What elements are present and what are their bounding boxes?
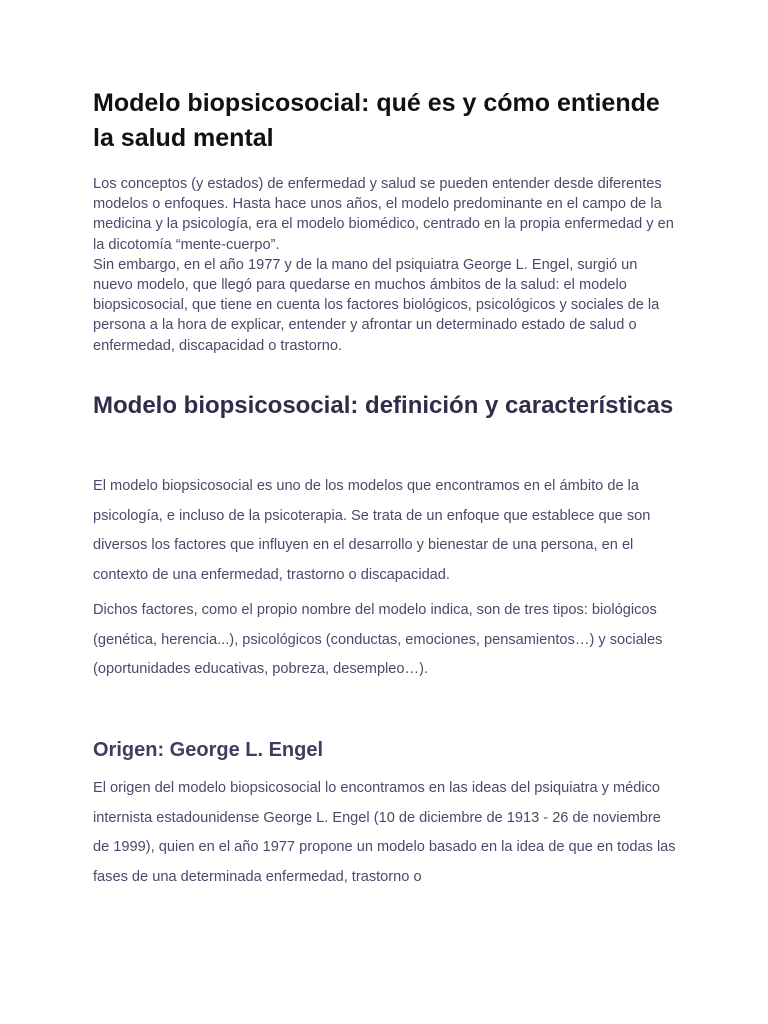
intro-paragraph-2: Sin embargo, en el año 1977 y de la mano del psiquiatra George L. Engel, surgió un nuevo modelo, que llegó para quedarse en muchos ámbitos de la salud: el modelo biopsicosocial, que tiene en cuenta los factores biológicos, psicológicos y sociales de la persona a la hora de explicar, entender y afrontar un determinado estado de salud o enfermedad, discapacidad o trastorno.: [93, 256, 660, 354]
section-paragraph-1: El modelo biopsicosocial es uno de los modelos que encontramos en el ámbito de la psicología, e incluso de la psicoterapia. Se trata de un enfoque que establece que son diversos los factores que influyen en el desarrollo y bienestar de una persona, en el contexto de una enfermedad, trastorno o discapacidad.: [93, 478, 651, 583]
origin-paragraph: El origen del modelo biopsicosocial lo encontramos en las ideas del psiquiatra y médico internista estadounidense George L. Engel (10 de diciembre de 1913 - 26 de noviembre de 1999), quien en el año 1977 propone un modelo basado en la idea de que en todas las fases de una determinada enfermedad, trastorno o: [93, 780, 676, 885]
section-paragraph-2: Dichos factores, como el propio nombre del modelo indica, son de tres tipos: biológicos (genética, herencia...), psicológicos (conductas, emociones, pensamientos…) y sociales (oportunidades educativas, pobreza, desempleo…).: [93, 602, 663, 677]
article-title: Modelo biopsicosocial: qué es y cómo entiende la salud mental: [93, 89, 660, 152]
intro-block: [93, 174, 678, 356]
origin-subheading: Origen: George L. Engel: [93, 739, 324, 761]
section-heading: Modelo biopsicosocial: definición y características: [93, 392, 674, 419]
intro-paragraph-1: Los conceptos (y estados) de enfermedad y salud se pueden entender desde diferentes modelos o enfoques. Hasta hace unos años, el modelo predominante en el campo de la medicina y la psicología, era el modelo biomédico, centrado en la propia enfermedad y en la dicotomía “mente-cuerpo”.: [93, 176, 674, 253]
